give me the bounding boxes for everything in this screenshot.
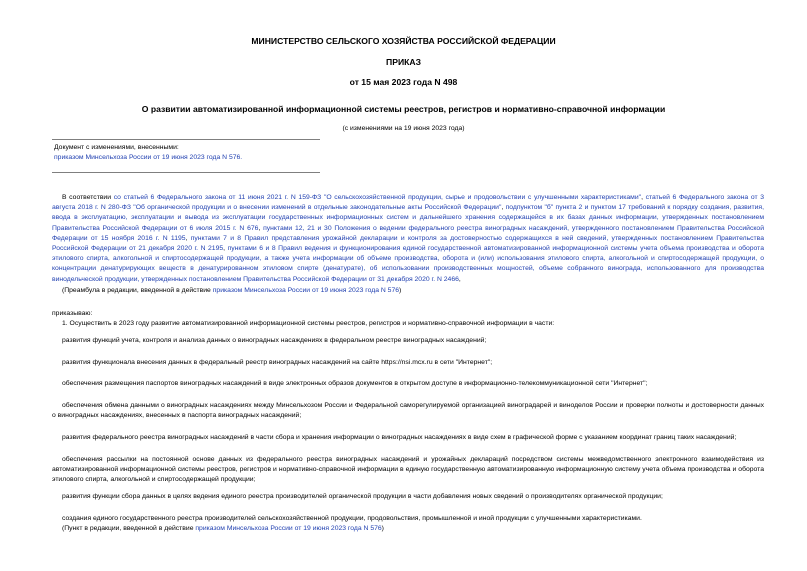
separator-bottom [52, 172, 320, 173]
list-item: развития функции сбора данных в целях ведения единого реестра производителей органической продукции в части добавления новых сведений о производителях органической продукции; [62, 493, 663, 500]
preamble-text: В соответствии [62, 194, 114, 201]
item-note-text: (Пункт в редакции, введенной в действие [62, 525, 196, 532]
preamble-link-6[interactable]: пунктами 6 и 8 Правил ведения и функционирования единой государственной автоматизированной информационной системы учета объема производства и оборота этилового спирта, алкогольной и спиртосодержащей продукции, а также учета информации об объеме производства, оборота и (или) использования этилового спирта, алкогольной и спиртосодержащей продукции, о концентрации денатурирующих веществ в денатурированном этиловом спирте (денатурате), об использовании производственных мощностей, объеме собранного винограда, использованного для производства винодельческой продукции, утвержденных постановлением Правительства Российской Федерации от 31 декабря 2020 г. N 2466 [52, 245, 765, 283]
preamble-note-end: ) [399, 287, 402, 294]
preamble-text: , [458, 275, 461, 283]
preamble-paragraph [52, 193, 764, 285]
preamble-text: , [258, 224, 264, 232]
preamble-link-4[interactable]: пунктами 12, 21 и 30 Положения о ведении федерального реестра виноградных насаждений, утвержденного постановлением Правительства Российской Федерации от 15 ноября 2016 г. N 1195 [52, 224, 764, 242]
separator-top [52, 139, 320, 140]
preamble-note-link[interactable]: приказом Минсельхоза России от 19 июня 2023 года N 576 [212, 287, 400, 294]
amendments-block [54, 143, 242, 163]
item-note [62, 524, 384, 534]
list-item: обеспечения рассылки на постоянной основе данных из федерального реестра виноградных насаждений и урожайных деклараций посредством системы межведомственного электронного взаимодействия из автоматизированной информационной системы реестров, регистров и нормативно-справочной информации в единую государственную автоматизированную информационную систему учета объема производства и оборота этилового спирта, алкогольной и спиртосодержащей продукции; [52, 456, 764, 484]
preamble-text: , [185, 234, 191, 242]
item-1: 1. Осуществить в 2023 году развитие автоматизированной информационной системы реестров, регистров и нормативно-справочной информации в части: [62, 320, 555, 327]
preamble-text: , [501, 204, 506, 212]
doc-date-number: от 15 мая 2023 года N 498 [349, 77, 458, 87]
preamble-link-1[interactable]: со статьей 6 Федерального закона от 11 июня 2021 г. N 159-ФЗ "О сельскохозяйственной продукции, сырье и продовольствии с улучшенными характеристиками" [113, 194, 642, 201]
order-word: приказываю: [52, 310, 93, 317]
doc-title: О развитии автоматизированной информационной системы реестров, регистров и нормативно-справочной информации [141, 104, 666, 114]
item-note-end: ) [381, 525, 384, 532]
changes-note: (с изменениями на 19 июня 2023 года) [342, 125, 465, 132]
amendments-link[interactable]: приказом Минсельхоза России от 19 июня 2023 года N 576. [54, 154, 243, 161]
preamble-text: , [223, 245, 228, 253]
amendments-label: Документ с изменениями, внесенными: [54, 144, 179, 151]
doc-type-heading: ПРИКАЗ [386, 57, 421, 67]
list-item: развития функций учета, контроля и анализа данных о виноградных насаждениях в федеральном реестре виноградных насаждений; [62, 337, 487, 344]
list-item: создания единого государственного реестра производителей сельскохозяйственной продукции, продовольствия, промышленной и иной продукции с улучшенными характеристиками. [62, 515, 642, 522]
list-item: обеспечения размещения паспортов виноградных насаждений в виде электронных образов документов в открытом доступе в информационно-телекоммуникационной сети "Интернет"; [62, 380, 648, 387]
ministry-heading: МИНИСТЕРСТВО СЕЛЬСКОГО ХОЗЯЙСТВА РОССИЙСКОЙ ФЕДЕРАЦИИ [251, 36, 556, 46]
list-item: обеспечения обмена данными о виноградных насаждениях между Минсельхозом России и Федеральной саморегулируемой организацией виноградарей и виноделов России и проверки полноты и достоверности данных о виноградных насаждениях, внесенных в паспорта виноградных насаждений; [52, 402, 764, 420]
preamble-link-5[interactable]: пунктами 7 и 8 Правил представления урожайной декларации и контроля за достоверностью содержащихся в ней сведений, утвержденных постановлением Правительства Российской Федерации от 21 декабря 2020 г. N 2195 [52, 234, 764, 253]
item-note-link[interactable]: приказом Минсельхоза России от 19 июня 2023 года N 576 [195, 525, 382, 532]
preamble-link-3[interactable]: подпунктом "б" пункта 2 и пунктом 17 требований к порядку создания, развития, ввода в эксплуатацию, эксплуатации и вывода из эксплуатации государственных информационных систем и дальнейшего хранения содержащейся в их базах данных информации, утвержденных постановлением Правительства Российской Федерации от 6 июля 2015 г. N 676 [52, 204, 764, 232]
list-item: развития федерального реестра виноградных насаждений в части сбора и хранения информации о виноградных насаждениях в виде схем в графической форме с указанием координат границ таких насаждений; [62, 434, 737, 441]
preamble-note [62, 286, 401, 296]
list-item: развития функционала внесения данных в федеральный реестр виноградных насаждений на сайте https://nsi.mcx.ru в сети "Интернет"; [62, 359, 493, 366]
preamble-text: , [641, 194, 646, 201]
preamble-note-text: (Преамбула в редакции, введенной в действие [62, 287, 213, 294]
preamble-link-2[interactable]: статьей 6 Федерального закона от 3 августа 2018 г. N 280-ФЗ "Об органической продукции и о внесении изменений в отдельные законодательные акты Российской Федерации" [52, 194, 764, 212]
